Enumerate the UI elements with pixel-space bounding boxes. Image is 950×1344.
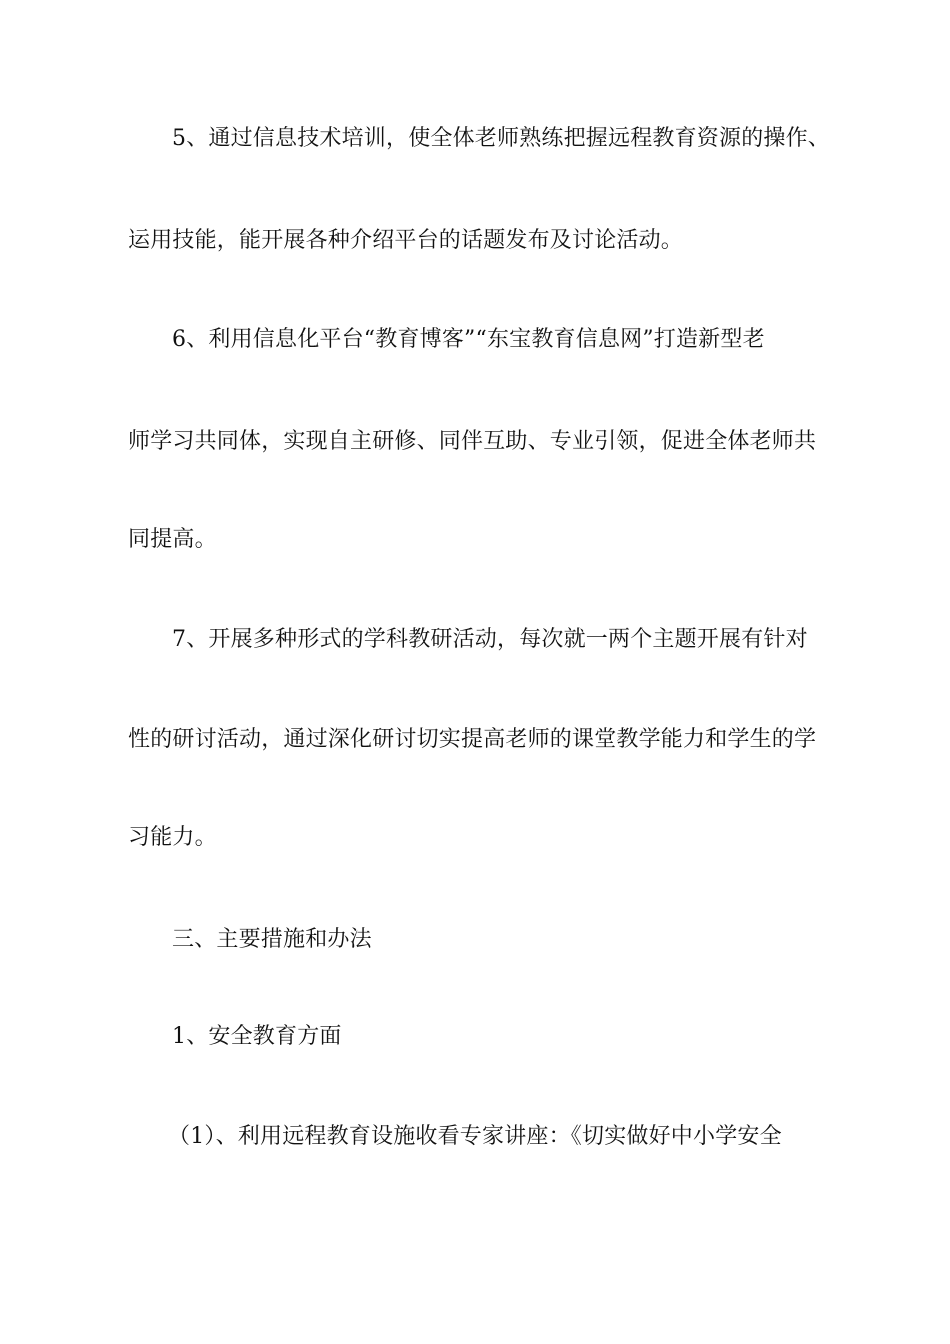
paragraph-5-line-2: 运用技能，能开展各种介绍平台的话题发布及讨论活动。 <box>128 228 684 253</box>
section-heading-3: 三、主要措施和办法 <box>172 927 372 952</box>
paragraph-6-line-3: 同提高。 <box>128 527 217 552</box>
paragraph-6-line-2: 师学习共同体，实现自主研修、同伴互助、专业引领，促进全体老师共 <box>128 429 817 454</box>
paragraph-7-line-3: 习能力。 <box>128 825 217 850</box>
paragraph-5-line-1: 5、通过信息技术培训，使全体老师熟练把握远程教育资源的操作、 <box>172 126 830 151</box>
item-1-line-1: （1）、利用远程教育设施收看专家讲座：《切实做好中小学安全 <box>168 1124 782 1149</box>
subheading-safety-education: 1、安全教育方面 <box>172 1024 342 1049</box>
paragraph-7-line-2: 性的研讨活动，通过深化研讨切实提高老师的课堂教学能力和学生的学 <box>128 727 817 752</box>
paragraph-7-line-1: 7、开展多种形式的学科教研活动，每次就一两个主题开展有针对 <box>172 627 808 652</box>
paragraph-6-line-1: 6、利用信息化平台“教育博客”“东宝教育信息网”打造新型老 <box>172 327 765 352</box>
